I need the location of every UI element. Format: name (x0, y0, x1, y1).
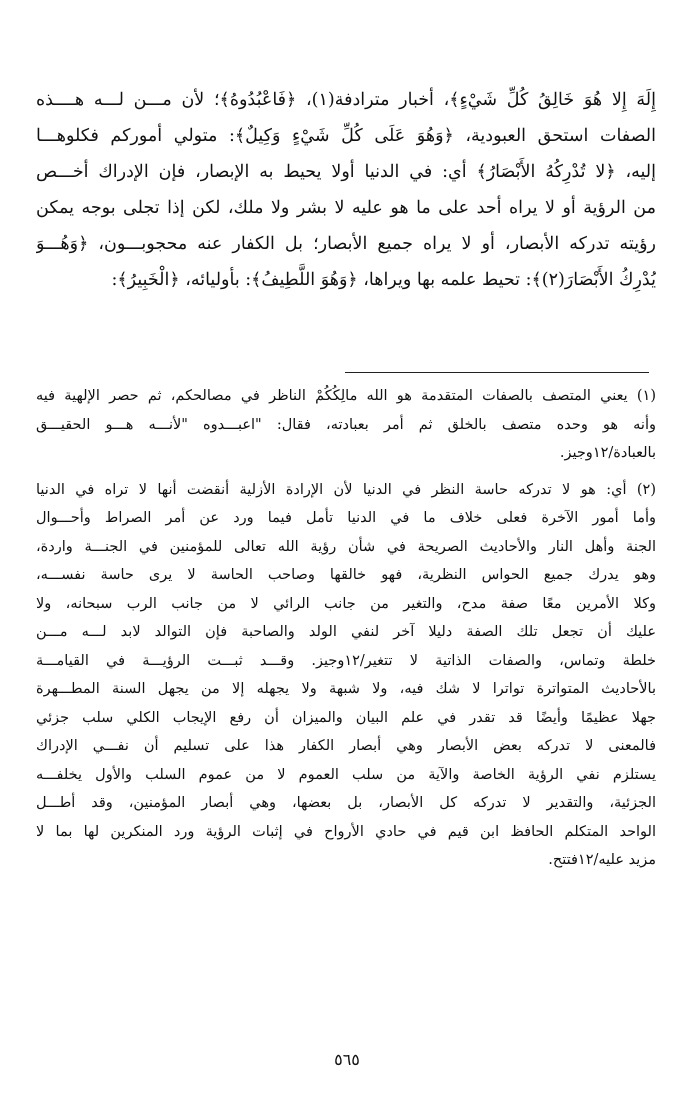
page-number: ٥٦٥ (334, 1050, 360, 1069)
main-text-line: الصفات استحق العبودية، ﴿وَهُوَ عَلَى كُلِّ شَيْءٍ وَكِيلٌ﴾: متولي أموركم فكلوهـــا (36, 126, 656, 146)
footnote-line: بالأحاديث المتواترة تواترا لا شك فيه، ولا شبهة ولا يجهله إلا من يجهل السنة المطـــهرة (36, 681, 656, 697)
main-text-line: إِلَهَ إِلا هُوَ خَالِقُ كُلِّ شَيْءٍ﴾، أخبار مترادفة(١)، ﴿فَاعْبُدُوهُ﴾؛ لأن مـــن لـــه هــــذه (36, 90, 656, 110)
main-text-line: إليه، ﴿لا تُدْرِكُهُ الأَبْصَارُ﴾ أي: في الدنيا أولا يحيط به الإبصار، فإن الإدراك أخـــص (36, 162, 656, 182)
footnote-separator (345, 372, 649, 373)
footnote-line: فالمعنى لا تدركه بعض الأبصار وهي أبصار الكفار هذا على تسليم أن نفـــي الإدراك (36, 738, 656, 754)
main-text-line: يُدْرِكُ الأَبْصَارَ(٢)﴾: تحيط علمه بها ويراها، ﴿وَهُوَ اللَّطِيفُ﴾: بأوليائه، ﴿الْخَبِيرُ﴾: (111, 270, 656, 290)
footnote-line: (٢) أي: هو لا تدركه حاسة النظر في الدنيا لأن الإرادة الأزلية أنقضت أنها لا تراه في الدنيا (36, 481, 656, 498)
footnote-line: وأنه هو وحده متصف بالخلق ثم أمر بعبادته، فقال: "اعبـــدوه "لأنـــه هـــو الحقيـــق (36, 416, 656, 433)
footnote-line: بالعبادة/١٢وجيز. (559, 445, 656, 461)
footnote-line: (١) يعني المتصف بالصفات المتقدمة هو الله مالِكُكُمْ الناظر في مصالحكم، ثم حصر الإلهية فيه (36, 388, 656, 404)
footnote-line: جهلا عظيمًا وأيضًا قد تقدر في علم البيان والميزان أن رفع الإيجاب الكلي سلب جزئي (36, 709, 656, 726)
main-text-line: رؤيته تدركه الأبصار، أو لا يراه جميع الأبصار؛ بل الكفار عنه محجوبـــون، ﴿وَهُـــوَ (36, 234, 656, 254)
footnote-line: وهو يدرك جميع الحواس النظرية، فهو خالقها وصاحب الحاسة لا يرى حاسة نفســـه، (36, 567, 656, 583)
footnote-line: الجنة وأهل النار والأحاديث الصريحة في شأن رؤية الله تعالى للمؤمنين في الجنـــة واردة، (36, 538, 656, 555)
footnote-line: وأما أمور الآخرة فعلى خلاف ما في الدنيا تأمل فيما ورد عن أمر الصراط وأحـــوال (36, 510, 656, 526)
footnote-line: خلطة وتماس، والصفات الذاتية لا تتغير/١٢وجيز. وقـــد ثبـــت الرؤيـــة في القيامـــة (36, 652, 656, 669)
footnote-line: وكلا الأمرين معًا صفة مدح، والتغير من جانب الرائي لا من جانب الرب سبحانه، ولا (36, 595, 656, 612)
footnote-line: الجزئية، والتقدير لا تدركه كل الأبصار، بل بعضها، وهي أبصار المؤمنين، وقد أطـــل (36, 795, 656, 811)
footnote-line: يستلزم نفي الرؤية الخاصة والآية من سلب العموم لا من عموم السلب والأول يخلفـــه (36, 766, 656, 783)
main-text-block (36, 82, 656, 298)
footnote-line: الواحد المتكلم الحافظ ابن قيم في حادي الأرواح في إثبات الرؤية ورد المنكرين لها بما لا (36, 823, 656, 840)
footnote-line: عليك أن تجعل تلك الصفة دليلا آخر لنفي الولد والصاحبة فإن التوالد لابد لـــه مـــن (36, 624, 656, 640)
footnote-line: مزيد عليه/١٢فتتح. (548, 852, 656, 868)
footnotes-block (36, 382, 656, 875)
main-text-line: من الرؤية أو لا يراه أحد على ما هو عليه لا بشر ولا ملك، لكن إذا تجلى بوجه يمكن (36, 198, 656, 218)
